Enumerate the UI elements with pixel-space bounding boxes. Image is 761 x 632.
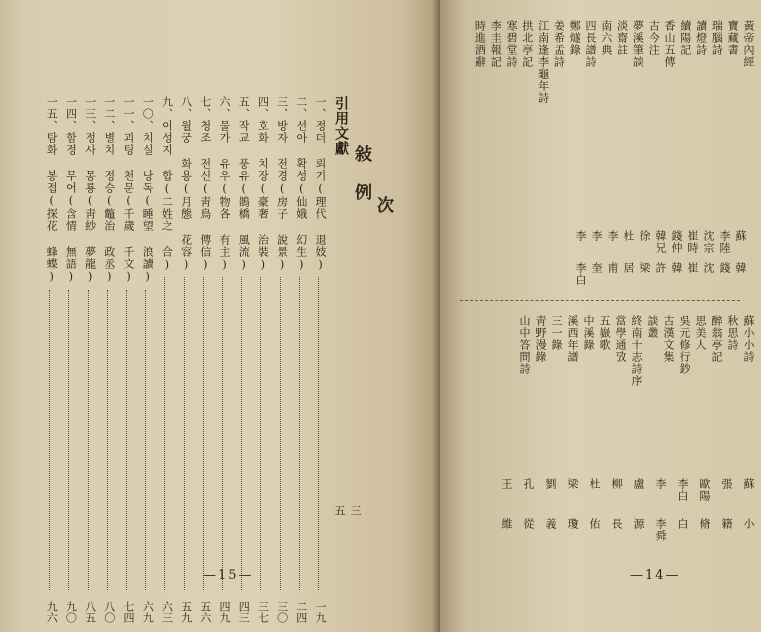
reference-author: 錢仲	[670, 230, 683, 254]
reference-author: 李	[574, 230, 587, 242]
reference-author: 義	[544, 518, 557, 530]
contents-entry-page: 九〇	[64, 601, 78, 623]
right-page	[440, 0, 761, 632]
contents-entry-title: 五、작교 풍유(鵲橋 風流)	[237, 96, 251, 272]
reference-author: 崔	[686, 262, 699, 274]
contents-entry-page: 四九	[218, 601, 231, 623]
contents-entry	[62, 96, 78, 623]
contents-entry-title: 一〇、치실 낭독(睡望 浪讀)	[141, 96, 155, 284]
reference-author: 錢	[718, 262, 731, 274]
contents-entry-page: 六九	[141, 601, 155, 623]
reference-title: 南六典	[599, 20, 613, 56]
reference-author: 許	[654, 262, 667, 274]
reference-author: 孔	[522, 478, 535, 490]
leader-dots	[49, 290, 50, 591]
reference-author: 長	[610, 518, 623, 530]
contents-entry	[312, 96, 327, 623]
contents-entry	[178, 96, 193, 623]
reference-author: 張	[720, 478, 733, 490]
leader-dots	[68, 290, 69, 591]
reference-author: 從	[522, 518, 535, 530]
contents-entry-page: 二四	[294, 601, 308, 623]
reference-author: 維	[500, 518, 513, 530]
reference-title: 終南十志詩序	[630, 315, 643, 387]
reference-author: 沈	[702, 262, 715, 274]
reference-title: 山中答問詩	[518, 315, 531, 375]
contents-entry-page: 五九	[179, 601, 193, 623]
reference-title: 江南逢李龜年詩	[536, 20, 550, 104]
reference-title: 時進酒辭	[473, 20, 487, 68]
contents-entry-title: 七、청조 전신(靑鳥 傳信)	[198, 96, 212, 272]
reference-author: 杜	[588, 478, 601, 490]
contents-entry-page: 九六	[45, 601, 59, 623]
contents-entry	[120, 96, 135, 623]
reference-author: 韓	[670, 262, 683, 274]
reference-author: 蘇	[742, 478, 755, 490]
reference-title: 香山五傳	[663, 20, 676, 68]
contents-entry-title: 一一、괴팅 천문(千歲 千文)	[122, 96, 135, 284]
contents-entry-title: 一、정더 뢰기(理代 退妓)	[314, 96, 327, 272]
reference-title: 李圭報記	[489, 20, 503, 68]
reference-title: 四長譜詩	[584, 20, 597, 68]
contents-entry	[43, 96, 59, 623]
reference-author: 籍	[720, 518, 733, 530]
reference-author: 梁	[566, 478, 579, 490]
reference-author: 柳	[610, 478, 623, 490]
reference-author: 蘇	[734, 230, 747, 242]
contents-entry-page: 七四	[122, 601, 135, 623]
contents-entry-title: 一五、탐화 봉접(探花 蜂蝶)	[45, 96, 59, 284]
contents-entry-title: 三、방자 전경(房子 說景)	[275, 96, 289, 272]
reference-title: 思美人	[694, 315, 707, 351]
reference-title: 古今注	[647, 20, 661, 56]
contents-entry	[235, 96, 251, 623]
contents-entry	[139, 96, 155, 623]
reference-title: 當學通攷	[614, 315, 627, 363]
reference-author: 李	[654, 478, 667, 490]
reference-author: 小	[742, 518, 755, 530]
reference-title: 瑞腦詩	[710, 20, 724, 56]
leader-dots	[145, 290, 146, 591]
reference-title: 讀燈詩	[694, 20, 708, 56]
leader-dots	[203, 277, 204, 590]
reference-author: 沈宗	[702, 230, 715, 254]
right-folio: —14—	[630, 568, 681, 583]
reference-title: 寶藏書	[726, 20, 740, 56]
reference-author: 佑	[588, 518, 601, 530]
leader-dots	[260, 277, 261, 590]
reference-title: 五嶽歌	[598, 315, 611, 351]
reference-author: 瓊	[566, 518, 579, 530]
contents-entry	[293, 96, 308, 623]
contents-entry-page: 八五	[83, 601, 97, 623]
reference-title: 三一錄	[550, 315, 563, 351]
reference-author: 歐陽	[698, 478, 711, 502]
reference-author: 劉	[544, 478, 557, 490]
reference-title: 寒碧堂詩	[505, 20, 518, 68]
reference-author: 脩	[698, 518, 711, 530]
leader-dots	[126, 290, 127, 591]
contents-entry-page: 一九	[314, 601, 327, 623]
contents-entry-page: 四三	[237, 601, 251, 623]
reference-title: 秋思詩	[726, 315, 739, 351]
contents-entry	[82, 96, 97, 623]
reference-author: 白	[676, 518, 689, 530]
reference-author: 徐	[638, 230, 651, 242]
reference-author: 李白	[676, 478, 689, 502]
contents-entry	[158, 96, 174, 623]
left-folio: —15—	[203, 568, 254, 583]
reference-author: 奎	[590, 262, 603, 274]
section-divider	[460, 300, 740, 301]
leader-dots	[164, 277, 165, 590]
reference-author: 李白	[574, 262, 587, 286]
contents-entry-title: 九、이성지 합(二姓之 合)	[160, 96, 174, 272]
reference-author: 韓兄	[654, 230, 667, 254]
contents-entry	[101, 96, 116, 623]
contents-entry-title: 六、물가 유우(物各 有主)	[218, 96, 231, 272]
leader-dots	[88, 290, 89, 591]
contents-entry-title: 八、월궁 화용(月態 花容)	[179, 96, 193, 272]
leader-dots	[107, 290, 108, 591]
contents-heading: 次	[373, 196, 393, 213]
reference-title: 蘇小小詩	[742, 315, 755, 363]
references-page-number: 五	[333, 505, 346, 516]
leader-dots	[299, 277, 300, 590]
reference-title: 靑野漫錄	[534, 315, 547, 363]
leader-dots	[222, 277, 223, 590]
reference-author: 李	[590, 230, 603, 242]
leader-dots	[318, 277, 319, 590]
leader-dots	[280, 277, 281, 590]
reference-title: 淡齋註	[615, 20, 629, 56]
reference-title: 黃帝內經	[742, 20, 755, 68]
reference-author: 杜	[622, 230, 635, 242]
reference-author: 源	[632, 518, 645, 530]
reference-author: 李	[606, 230, 619, 242]
contents-entry	[197, 96, 212, 623]
reference-title: 鄭燧錄	[568, 20, 582, 56]
reference-author: 韓	[734, 262, 747, 274]
reference-title: 夢溪筆談	[631, 20, 645, 68]
reference-title: 續陽記	[678, 20, 692, 56]
contents-entry-page: 五六	[198, 601, 212, 623]
leader-dots	[184, 277, 185, 590]
contents-entry	[254, 96, 270, 623]
reference-author: 李陸	[718, 230, 731, 254]
reference-author: 甫	[606, 262, 619, 274]
reference-title: 拱北亭記	[520, 20, 534, 68]
reference-author: 梁	[638, 262, 651, 274]
contents-entry-page: 三〇	[275, 601, 289, 623]
reference-title: 姜希孟詩	[552, 20, 566, 68]
preface-heading: 敍 例	[351, 145, 371, 202]
preface-page-number: 三	[349, 505, 362, 516]
contents-entry-title: 一二、별치 정승(鼈治 政丞)	[102, 96, 116, 284]
contents-entry-title: 一四、함정 무어(含情 無語)	[64, 96, 78, 284]
reference-title: 醉翁亭記	[710, 315, 723, 363]
contents-entry-page: 八〇	[102, 601, 116, 623]
contents-entry-title: 二、선아 확성(仙娥 幻生)	[294, 96, 308, 272]
contents-entry	[216, 96, 231, 623]
reference-author: 李舜	[654, 518, 667, 542]
reference-author: 居	[622, 262, 635, 274]
contents-entry-title: 一三、정사 몽룡(靑紗 夢龍)	[83, 96, 97, 284]
reference-title: 古漢文集	[662, 315, 675, 363]
contents-entry	[274, 96, 289, 623]
contents-entry-title: 四、호화 치장(豪奢 治裝)	[256, 96, 270, 272]
reference-title: 談叢	[646, 315, 659, 339]
contents-entry-page: 三七	[256, 601, 270, 623]
reference-title: 溪西年譜	[566, 315, 579, 363]
reference-author: 崔時	[686, 230, 699, 254]
reference-author: 王	[500, 478, 513, 490]
reference-author: 盧	[632, 478, 645, 490]
leader-dots	[241, 277, 242, 590]
contents-entry-page: 六三	[160, 601, 174, 623]
reference-title: 吳元修行鈔	[678, 315, 691, 375]
references-heading: 引用文獻	[333, 96, 349, 156]
reference-title: 中溪錄	[582, 315, 595, 351]
